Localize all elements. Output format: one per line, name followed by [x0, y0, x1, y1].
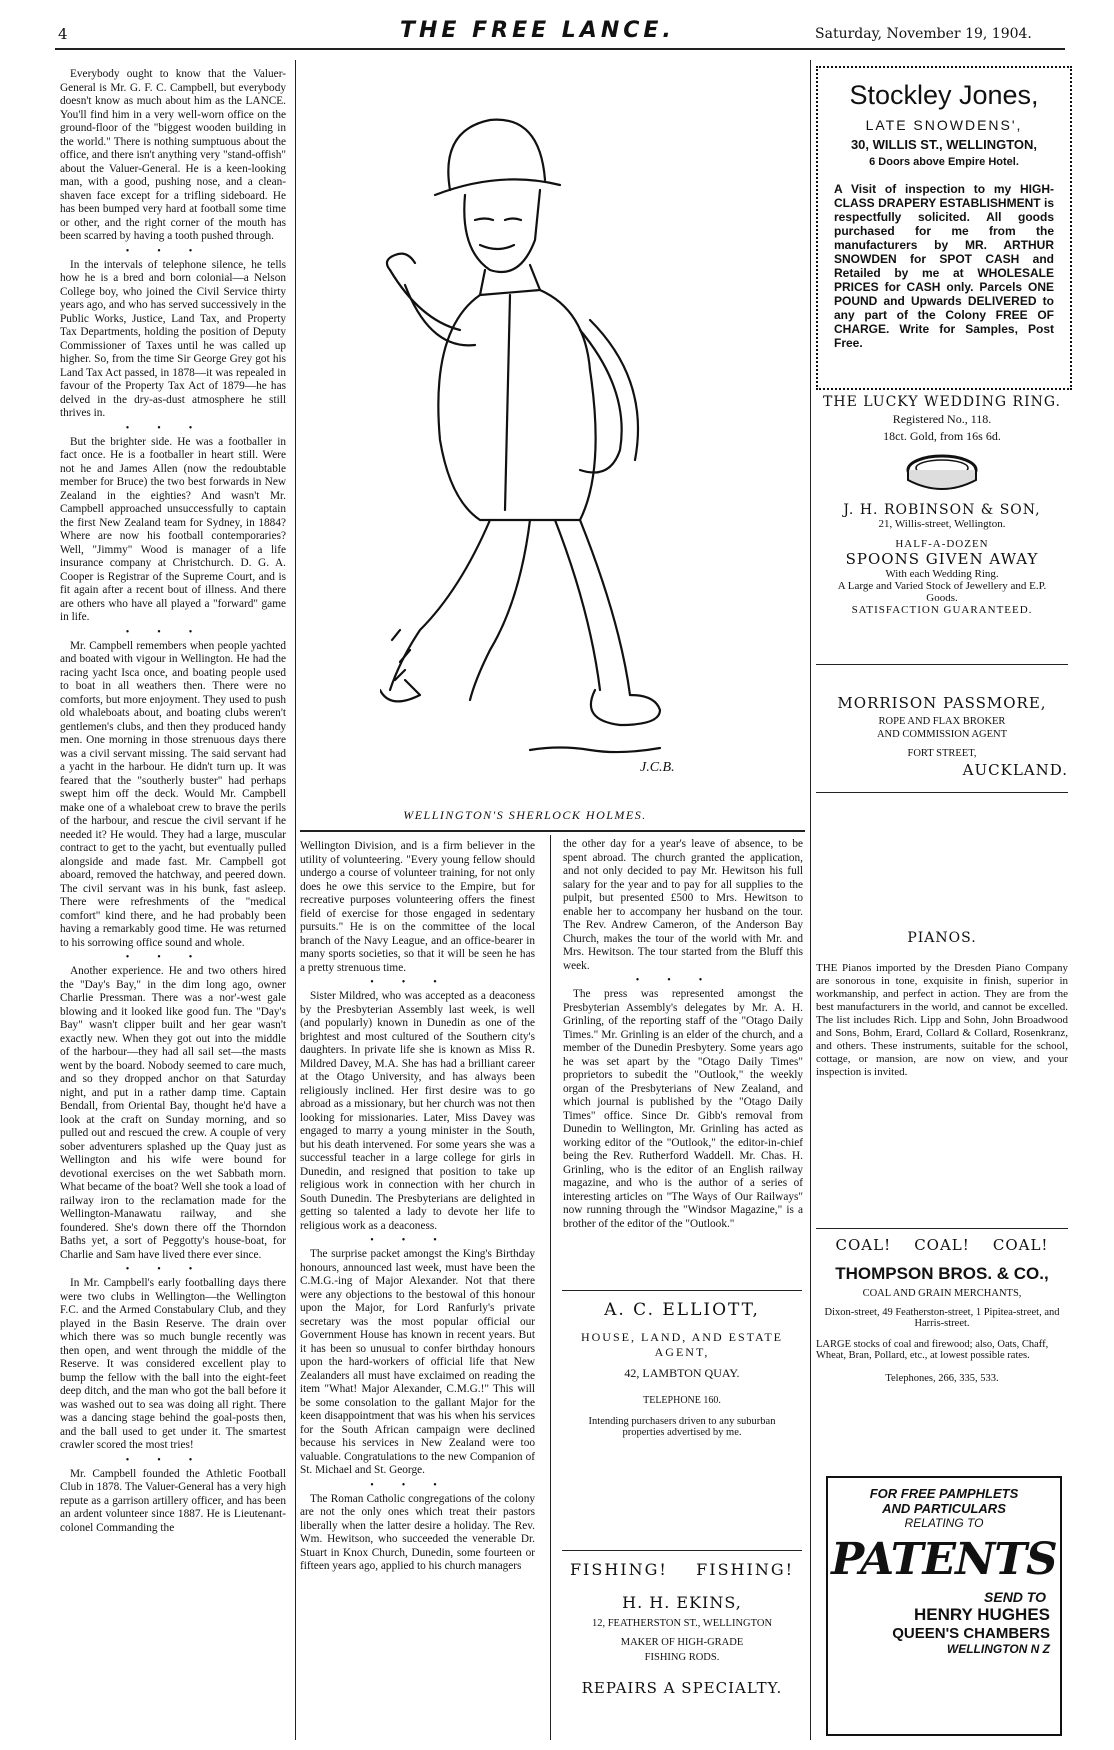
page-number: 4 — [58, 25, 68, 43]
ad-rule — [816, 1228, 1068, 1229]
separator-dots: ••• — [635, 975, 731, 986]
caption-rule — [300, 830, 805, 832]
article-paragraph: In Mr. Campbell's early footballing days there were two clubs in Wellington—the Wellington F.C. and the Armed Constabulary Club, and they played in the Basin Reserve. The drain over which there was so much bungle recently was then open, and went through the middle of the Reserve. It was considered excellent play to bump the fellow with the ball into the eight-feet deep ditch, and the man who got the ball before it was washed out to sea was doing all right. There was a dancing stage behind the goal-posts then, and the ball used to get under it. The smartest crawler scored the most tries! — [60, 1277, 286, 1451]
illustration-signature: J.C.B. — [640, 760, 675, 775]
ad-patents — [826, 1476, 1062, 1736]
ad-stockley-location: 6 Doors above Empire Hotel. — [869, 156, 1019, 168]
separator-dots: ••• — [370, 1479, 465, 1491]
article-paragraph: the other day for a year's leave of absence, to be spent abroad. The church granted the application, and not only decided to pay Mr. Hewitson his full salary for the year and to pay for all supplies to the pulpit, but presented £500 to Mrs. Hewitson to enable her to accompany her husband on the tour. The Rev. Andrew Cameron, of the Anderson Bay Church, makes the tour of the world with Mr. and Mrs. Hewitson. The tour started from the Bluff this week. — [563, 838, 803, 972]
ad-thompson-body: LARGE stocks of coal and firewood; also, Oats, Chaff, Wheat, Bran, Pollard, etc., at lowest possible rates. — [816, 1339, 1049, 1361]
ad-pianos — [816, 930, 1068, 1079]
separator-dots: ••• — [125, 626, 221, 638]
issue-date: Saturday, November 19, 1904. — [815, 26, 1032, 42]
ad-patents-city: WELLINGTON N Z — [946, 1642, 1050, 1656]
article-paragraph: The surprise packet amongst the King's Birthday honours, announced last week, must have been the C.M.G.-ing of Major Alexander. Not that there were any objections to the bestowal of this honour upon the Major, for Lord Ranfurly's private secretary was the most popular official our Government House has known in recent years. But it has been so unusual to confer birthday honours upon the hard-workers of official life that New Zealanders all must have exclaimed on reading the item "What! Major Alexander, C.M.G.!" This will be some consolation to the gallant Major for the keen disappointment that was his when his services for the South African campaign were declined because his services in New Zealand were too valuable. Congratulations to the new Companion of St. Michael and St. George. — [300, 1248, 535, 1476]
separator-dots: ••• — [370, 977, 465, 988]
separator-dots: ••• — [125, 1264, 221, 1275]
ad-ekins — [562, 1560, 802, 1697]
separator-dots: ••• — [370, 1235, 465, 1246]
ad-elliott-note: Intending purchasers driven to any suburban properties advertised by me. — [588, 1416, 776, 1438]
ad-elliott-line: HOUSE, LAND, AND ESTATE AGENT, — [580, 1330, 784, 1359]
ad-ring-stock: A Large and Varied Stock of Jewellery and E.P. Goods. — [837, 580, 1047, 604]
ad-stockley-address: 30, WILLIS ST., WELLINGTON, — [850, 137, 1038, 152]
column-divider — [810, 60, 811, 1740]
ad-stockley-jones — [816, 66, 1072, 390]
ad-thompson-trade: COAL AND GRAIN MERCHANTS, — [862, 1288, 1022, 1299]
ad-rule — [562, 1550, 802, 1551]
ad-morrison-line2: AND COMMISSION AGENT — [876, 729, 1008, 740]
article-paragraph: Mr. Campbell remembers when people yachted and boated with vigour in Wellington. He had the racing yacht Isca once, and boating people used to boat in all weathers then. There were no comforts, but more enjoyment. They used to push old whaleboats about, and boating clubs weren't gentlemen's clubs, and then they produced handy men. One morning in those strenuous days there was a civil servant missing. The said servant had a yacht in the harbour. He didn't turn up. It was feared that the "southerly buster" had perhaps swept him off the deck. Would Mr. Campbell make one of a whaleboat crew to brave the perils of the harbour, and rescue the civil servant if he needed it? He would. They had a large, muscular contract to get to the yacht, but eventually pulled alongside and made fast. Mr. Campbell got aboard, removed the hatchway, and peered down. The civil servant was in his bunk, fast asleep. There were refreshments of the "medical comfort" kind there, and he had probably been having a remarkably good time. He was returned to his sorrowing office sound and whole. — [60, 639, 286, 949]
ad-elliott-telephone: TELEPHONE 160. — [643, 1395, 721, 1406]
ad-ekins-address: 12, FEATHERSTON ST., WELLINGTON — [591, 1618, 773, 1629]
ad-patents-office: QUEEN'S CHAMBERS — [892, 1625, 1050, 1642]
ad-ring-headline: THE LUCKY WEDDING RING. — [823, 394, 1061, 410]
separator-dots: ••• — [125, 422, 221, 434]
column-divider — [550, 835, 551, 1740]
ad-ring-address: 21, Willis-street, Wellington. — [878, 518, 1006, 530]
article-paragraph: Wellington Division, and is a firm believer in the utility of volunteering. "Every young fellow should undergo a course of volunteer training, for not only does he owe this service to the Empire, but for recreative purposes volunteering offers the finest field of exercise for those engaged in sedentary pursuits." He is on the committee of the local branch of the Navy League, and an office-bearer in many sports societies, so that it will be seen he has a pretty strenuous time. — [300, 840, 535, 974]
ad-rule — [816, 792, 1068, 793]
ad-rule — [816, 664, 1068, 665]
ring-icon — [902, 448, 982, 496]
ad-ekins-line1: MAKER OF HIGH-GRADE — [620, 1637, 744, 1648]
ad-elliott-address: 42, LAMBTON QUAY. — [624, 1366, 740, 1380]
ad-ekins-name: H. H. EKINS, — [622, 1593, 742, 1612]
ad-morrison-name: MORRISON PASSMORE, — [837, 694, 1047, 712]
ad-stockley-name: Stockley Jones, — [849, 80, 1039, 110]
column-1 — [60, 68, 286, 1536]
ad-elliott — [562, 1300, 802, 1438]
article-paragraph: But the brighter side. He was a footballer in fact once. He is a footballer in heart still. Were not he and James Allen (now the redoubtable member for Bruce) the two best forwards in New Zealand in the eighties? And wasn't Mr. Campbell approached unsuccessfully to captain the first New Zealand team for Sydney, in 1884? Where are now his football contemporaries? Well, "Jimmy" Wood is manager of a life insurance company at Christchurch. D. G. A. Cooper is Registrar of the Supreme Court, and is fit again after a recent bout of illness. And there are others who have all played a "forward" game in life. — [60, 435, 286, 623]
ad-patents-name: HENRY HUGHES — [913, 1605, 1050, 1624]
ad-stockley-sub: LATE SNOWDENS', — [865, 117, 1023, 133]
ad-elliott-name: A. C. ELLIOTT, — [604, 1300, 760, 1320]
separator-dots: ••• — [125, 952, 221, 963]
ad-morrison-line1: ROPE AND FLAX BROKER — [878, 716, 1006, 727]
ad-thompson-address: Dixon-street, 49 Featherston-street, 1 Pipitea-street, and Harris-street. — [824, 1307, 1060, 1329]
ad-ring-firm: J. H. ROBINSON & SON, — [843, 502, 1041, 518]
ad-stockley-body: A Visit of inspection to my HIGH-CLASS DRAPERY ESTABLISHMENT is respectfully solicited. All goods purchased for me from the manufacturers by MR. ARTHUR SNOWDEN for SPOT CASH and Retailed by me at WHOLESALE PRICES for CASH only. Parcels ONE POUND and Upwards DELIVERED to any part of the Colony FREE OF CHARGE. Write for Samples, Post Free. — [834, 182, 1054, 350]
ad-ekins-headline: FISHING! FISHING! — [569, 1560, 795, 1579]
article-paragraph: The press was represented amongst the Presbyterian Assembly's delegates by Mr. A. H. Grinling, of the reporting staff of the "Otago Daily Times." Mr. Grinling is an elder of the church, and a member of the Dunedin Presbytery. Some years ago he was set apart by the "Otago Daily Times" proprietors to subedit the "Outlook," the weekly organ of the Presbyterians of New Zealand, and which journal is published by the "Otago Daily Times" office. Since Dr. Gibb's removal from Dunedin to Wellington, Mr. Grinling has acted as working editor of the "Outlook," the editor-in-chief being the Rev. Rutherford Waddell. Mr. Chas. H. Grinling, who is the editor of an English railway magazine, and who is the author of a series of interesting articles on "The Ways of Our Railways" now running through the "Windsor Magazine," is a brother of the editor of the "Outlook." — [563, 988, 803, 1230]
article-paragraph: The Roman Catholic congregations of the colony are not the only ones which treat their pastors liberally when the latter desire a holiday. The Rev. Wm. Hewitson, who succeeded the venerable Dr. Stuart in Knox Church, Dunedin, some fourteen or fifteen years ago, applied to his church managers — [300, 1492, 535, 1572]
ad-ring-price: 18ct. Gold, from 16s 6d. — [883, 429, 1001, 443]
ad-patents-line2: AND PARTICULARS — [882, 1501, 1006, 1516]
ad-ring-offer2: SPOONS GIVEN AWAY — [845, 550, 1039, 568]
ad-pianos-body: THE Pianos imported by the Dresden Piano Company are sonorous in tone, exquisite in finish, superior in workmanship, and perfect in action. They are from the best manufacturers in the world, and cannot be excelled. The list includes Rich. Lipp and Sohn, John Broadwood and Sons, Bohm, Erard, Collard & Collard, Rosenkranz, and others. These instruments, suitable for the school, cottage, or mansion, are now on view, and your inspection is invited. — [816, 962, 1068, 1078]
ad-thompson-headline: COAL! COAL! COAL! — [835, 1236, 1049, 1254]
ad-thompson — [816, 1236, 1068, 1384]
ad-ekins-footer: REPAIRS A SPECIALTY. — [581, 1679, 783, 1697]
ad-thompson-name: THOMPSON BROS. & CO., — [835, 1264, 1049, 1283]
separator-dots: ••• — [125, 245, 221, 257]
column-divider — [295, 60, 296, 1740]
ad-patents-big: PATENTS — [831, 1534, 1057, 1585]
ad-ring-guarantee: SATISFACTION GUARANTEED. — [851, 604, 1033, 616]
ad-morrison — [816, 694, 1068, 779]
article-paragraph: Another experience. He and two others hired the "Day's Bay," in the dim long ago, owner Charlie Pressman. There was a nor'-west gale blowing and it looked like good fun. The "Day's Bay" wasn't clipper built and her gear wasn't exactly new. When they got out into the middle of the harbour—they had all sail set—the masts went by the board. Nobody seemed to care much, and so they dropped anchor on that Saturday night, and put in a rather damp time. Captain Bendall, from Oriental Bay, thought he'd have a look at the craft on Sunday morning, and so pulled out and rescued the crew. A couple of very sober adventurers splashed up the Quay just as Wellington and his wife were bound for devotional exercises on the wet Sabbath morn. What became of the boat? Well she took a load of railway iron to the reclamation made for the Wellington-Manawatu railway, and she foundered. She's down there off the Thorndon Baths yet, a sort of Peggotty's house-boat, for Charlie and Sam have lived there ever since. — [60, 965, 286, 1261]
separator-dots: ••• — [125, 1454, 221, 1466]
article-paragraph: In the intervals of telephone silence, he tells how he is a bred and born colonial—a Nelson College boy, who joined the Civil Service thirty years ago, and who has served successively in the Public Works, Justice, Land Tax, and Property Tax Departments, holding the position of Deputy Commissioner of Taxes until he was called up higher. So, from the time Sir George Grey got his Land Tax Act passed, in 1878—it was repealed in favour of the Property Tax Act of 1879—he has delved in the dry-as-dust atmosphere he still thrives in. — [60, 258, 286, 419]
ad-wedding-ring — [816, 394, 1068, 616]
article-paragraph: Mr. Campbell founded the Athletic Football Club in 1878. The Valuer-General has a very high repute as a garrison artillery officer, and has been an ardent volunteer since 1887. He is Lieutenant-colonel Commanding the — [60, 1467, 286, 1534]
column-3 — [563, 838, 803, 1232]
ad-rule — [562, 1290, 802, 1291]
ad-patents-send: SEND TO — [984, 1589, 1046, 1605]
ad-patents-line1: FOR FREE PAMPHLETS — [869, 1486, 1019, 1501]
masthead: THE FREE LANCE. — [400, 18, 675, 43]
ad-pianos-headline: PIANOS. — [907, 930, 977, 946]
ad-morrison-street: FORT STREET, — [907, 748, 977, 759]
column-2 — [300, 840, 535, 1575]
header-rule — [55, 48, 1065, 50]
ad-ring-offer1: HALF-A-DOZEN — [895, 538, 989, 550]
article-paragraph: Everybody ought to know that the Valuer-General is Mr. G. F. C. Campbell, but everybody doesn't know as much about him as the LANCE. You'll find him in a very well-worn office on the ground-floor of the "biggest wooden building in the world." There is nothing sumptuous about the office, and there isn't anything very "stand-offish" about the Valuer-General. He is a keen-looking man, with a good, pushing nose, and a clean-shaven face except for a trifling sideboard. He has been bumped very hard at football some time or other, and the right corner of the mouth has been scarred by having a tooth pushed through. — [60, 68, 286, 242]
article-paragraph: Sister Mildred, who was accepted as a deaconess by the Presbyterian Assembly last week, is well (and popularly) known in Dunedin as one of the brightest and most cultured of the Southern city's daughters. In private life she is known as Miss R. Mildred Davey, M.A. She has had a brilliant career at the Otago University, and has always been religiously inclined. Her first desire was to go abroad as a missionary, but her church was not then looking for missionaries. Later, Miss Davey was engaged to marry a young minister in the South, but his death intervened. For some years she was a successful teacher in a large college for girls in Dunedin, and resigned that position to take up religious work in connection with her church in South Dunedin. The Presbyterians are delighted in getting so talented a lady to devote her life to religious work as a deaconess. — [300, 990, 535, 1232]
ad-thompson-telephones: Telephones, 266, 335, 533. — [885, 1373, 999, 1384]
illustration-caption: WELLINGTON'S SHERLOCK HOLMES. — [403, 808, 647, 822]
ad-morrison-city: AUCKLAND. — [962, 761, 1068, 779]
ad-ekins-line2: FISHING RODS. — [644, 1652, 720, 1663]
ad-patents-line3: RELATING TO — [904, 1516, 984, 1530]
illustration-man-walking — [380, 70, 690, 800]
ad-ring-registered: Registered No., 118. — [892, 412, 992, 426]
ad-ring-offer3: With each Wedding Ring. — [885, 568, 999, 580]
